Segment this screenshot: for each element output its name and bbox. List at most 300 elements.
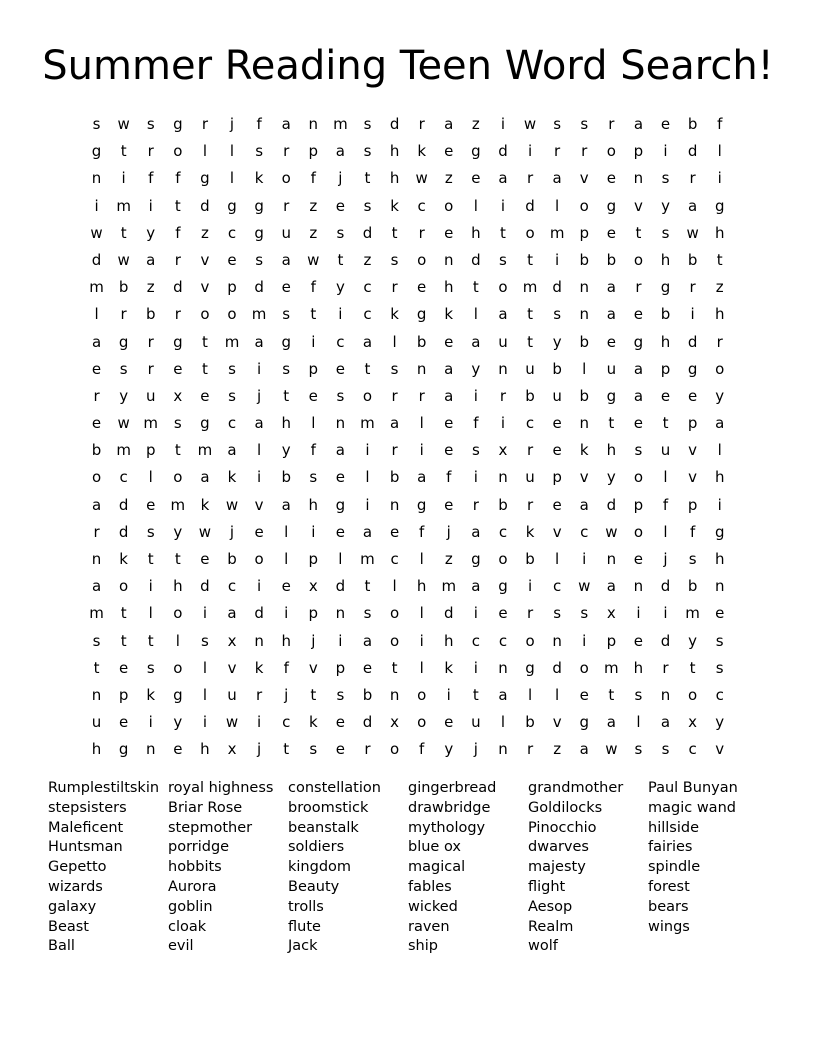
grid-letter: v xyxy=(308,658,318,677)
grid-letter: e xyxy=(335,713,345,732)
grid-letter: e xyxy=(335,468,345,487)
word-list-item: Goldilocks xyxy=(528,799,603,816)
grid-letter: o xyxy=(498,278,508,297)
grid-letter: b xyxy=(579,332,589,351)
grid-letter: r xyxy=(526,740,534,759)
grid-letter: p xyxy=(118,685,129,704)
grid-letter: h xyxy=(714,223,725,242)
grid-letter: e xyxy=(444,142,454,161)
grid-letter: y xyxy=(715,713,725,732)
grid-letter: s xyxy=(363,142,372,161)
grid-letter: c xyxy=(498,631,508,650)
grid-letter: j xyxy=(446,522,451,541)
grid-letter: g xyxy=(200,169,210,188)
word-list-item: porridge xyxy=(168,839,230,856)
grid-letter: k xyxy=(444,305,454,324)
grid-letter: o xyxy=(91,468,102,487)
grid-row xyxy=(83,519,733,546)
grid-letter: z xyxy=(363,250,372,269)
word-list-item: Rumplestiltskin xyxy=(48,780,160,796)
grid-letter: s xyxy=(255,250,264,269)
grid-letter: n xyxy=(498,658,508,677)
grid-letter: i xyxy=(419,441,424,460)
grid-letter: d xyxy=(173,278,183,297)
word-list-item: blue ox xyxy=(408,839,461,856)
grid-letter: c xyxy=(580,522,589,541)
grid-letter: b xyxy=(118,278,129,297)
word-list-item: Beauty xyxy=(288,878,340,895)
grid-letter: s xyxy=(201,631,209,650)
grid-row xyxy=(83,111,733,138)
grid-letter: s xyxy=(146,115,155,133)
grid-letter: l xyxy=(202,685,207,704)
grid-letter: w xyxy=(415,169,428,188)
word-list-item: raven xyxy=(408,918,450,935)
grid-letter: m xyxy=(89,604,104,623)
grid-letter: d xyxy=(389,115,400,133)
grid-letter: d xyxy=(362,713,373,732)
grid-letter: l xyxy=(636,713,641,732)
grid-letter: v xyxy=(254,495,264,514)
grid-letter: h xyxy=(281,414,291,433)
word-list-item: Maleficent xyxy=(48,819,124,836)
grid-letter: a xyxy=(579,495,589,514)
grid-letter: g xyxy=(416,305,427,324)
grid-letter: w xyxy=(605,522,618,541)
grid-letter: b xyxy=(687,115,698,133)
grid-letter: r xyxy=(499,386,507,405)
grid-letter: r xyxy=(689,169,696,188)
grid-row xyxy=(83,220,733,247)
grid-letter: a xyxy=(91,577,102,596)
grid-letter: w xyxy=(605,740,618,759)
grid-letter: s xyxy=(661,740,670,759)
grid-letter: n xyxy=(335,604,346,623)
grid-letter: r xyxy=(174,250,181,269)
grid-letter: r xyxy=(147,332,154,351)
grid-letter: a xyxy=(335,441,345,460)
grid-letter: k xyxy=(146,685,156,704)
grid-letter: e xyxy=(335,522,345,541)
grid-letter: d xyxy=(118,522,129,541)
grid-letter: l xyxy=(365,468,370,487)
grid-letter: r xyxy=(93,522,100,541)
grid-letter: o xyxy=(633,250,644,269)
grid-letter: s xyxy=(390,359,399,378)
grid-letter: e xyxy=(173,359,183,378)
grid-row xyxy=(83,464,733,491)
grid-letter: r xyxy=(201,115,208,133)
grid-letter: r xyxy=(554,142,561,161)
grid-letter: b xyxy=(579,250,589,269)
grid-letter: w xyxy=(90,223,103,242)
grid-letter: i xyxy=(500,196,506,215)
grid-letter: o xyxy=(579,196,589,215)
grid-letter: m xyxy=(333,115,348,133)
grid-letter: c xyxy=(227,223,237,242)
grid-letter: k xyxy=(444,658,454,677)
grid-letter: s xyxy=(634,441,643,460)
grid-letter: e xyxy=(498,604,508,623)
grid-letter: y xyxy=(552,332,562,351)
grid-letter: l xyxy=(202,142,207,161)
grid-letter: o xyxy=(417,250,427,269)
grid-letter: p xyxy=(660,359,671,378)
grid-letter: j xyxy=(257,386,262,405)
grid-letter: l xyxy=(94,305,99,324)
grid-letter: y xyxy=(173,522,183,541)
word-list-item: bears xyxy=(648,898,689,915)
grid-letter: c xyxy=(227,414,237,433)
grid-letter: k xyxy=(579,441,589,460)
grid-letter: s xyxy=(661,223,670,242)
grid-letter: m xyxy=(360,414,375,433)
word-list-column xyxy=(48,779,168,957)
grid-letter: h xyxy=(660,332,671,351)
grid-letter: c xyxy=(525,414,535,433)
grid-letter: r xyxy=(391,441,398,460)
grid-letter: k xyxy=(390,305,399,324)
grid-letter: r xyxy=(391,386,398,405)
word-list-item: majesty xyxy=(528,859,586,876)
grid-letter: a xyxy=(715,414,725,433)
grid-letter: i xyxy=(663,142,668,161)
grid-letter: m xyxy=(116,441,131,460)
word-list-item: stepsisters xyxy=(48,799,127,816)
grid-letter: t xyxy=(201,359,208,378)
grid-letter: n xyxy=(714,577,725,596)
grid-letter: e xyxy=(687,386,698,405)
grid-letter: e xyxy=(471,169,481,188)
grid-letter: v xyxy=(552,713,562,732)
grid-letter: i xyxy=(636,604,641,623)
grid-letter: r xyxy=(472,495,479,514)
grid-letter: i xyxy=(121,169,126,188)
grid-letter: z xyxy=(146,278,155,297)
grid-letter: l xyxy=(284,522,289,541)
grid-letter: i xyxy=(527,577,533,596)
grid-letter: e xyxy=(552,495,562,514)
grid-letter: c xyxy=(390,550,399,568)
grid-row xyxy=(83,600,733,627)
grid-letter: g xyxy=(525,658,535,677)
grid-letter: g xyxy=(200,414,210,433)
grid-letter: a xyxy=(498,305,508,324)
word-list-item: magical xyxy=(408,859,466,876)
word-list-item: forest xyxy=(648,878,690,895)
word-list-item: Ball xyxy=(48,938,75,955)
grid-letter: k xyxy=(254,169,264,188)
grid-letter: r xyxy=(716,332,723,351)
grid-letter: t xyxy=(391,223,398,242)
grid-letter: t xyxy=(608,414,615,433)
grid-letter: s xyxy=(92,631,101,650)
grid-letter: t xyxy=(472,685,479,704)
grid-letter: w xyxy=(117,115,130,133)
grid-letter: y xyxy=(119,386,129,405)
grid-letter: n xyxy=(606,550,617,568)
grid-letter: n xyxy=(389,685,400,704)
grid-letter: r xyxy=(526,169,534,188)
grid-letter: l xyxy=(473,305,478,324)
grid-letter: o xyxy=(715,359,725,378)
grid-letter: a xyxy=(633,359,644,378)
grid-letter: t xyxy=(120,142,127,161)
grid-letter: s xyxy=(553,604,562,623)
grid-letter: p xyxy=(145,441,156,460)
grid-letter: u xyxy=(471,713,481,732)
grid-letter: d xyxy=(91,250,102,269)
grid-letter: b xyxy=(227,550,237,568)
grid-letter: l xyxy=(717,441,722,460)
grid-letter: m xyxy=(89,278,104,297)
grid-letter: l xyxy=(175,631,180,650)
grid-letter: e xyxy=(254,522,264,541)
grid-letter: a xyxy=(281,250,291,269)
grid-letter: r xyxy=(662,658,669,677)
grid-letter: e xyxy=(335,359,345,378)
grid-row xyxy=(83,247,733,274)
grid-letter: j xyxy=(284,685,289,704)
grid-letter: r xyxy=(526,495,534,514)
grid-letter: s xyxy=(580,604,589,623)
grid-letter: b xyxy=(579,386,589,405)
grid-letter: d xyxy=(471,250,481,269)
grid-letter: e xyxy=(444,332,454,351)
grid-letter: a xyxy=(498,685,508,704)
grid-letter: o xyxy=(525,223,535,242)
grid-letter: s xyxy=(634,685,643,704)
grid-letter: m xyxy=(170,495,186,514)
word-list-column xyxy=(288,779,408,957)
grid-letter: u xyxy=(498,332,508,351)
grid-letter: e xyxy=(91,359,102,378)
grid-letter: h xyxy=(389,142,400,161)
grid-letter: e xyxy=(362,658,373,677)
grid-letter: o xyxy=(579,658,589,677)
grid-letter: z xyxy=(444,169,453,188)
grid-letter: o xyxy=(606,142,616,161)
grid-letter: g xyxy=(118,332,129,351)
grid-letter: m xyxy=(604,658,619,677)
grid-letter: x xyxy=(390,713,400,732)
grid-letter: x xyxy=(606,604,616,623)
word-list-item: Paul Bunyan xyxy=(648,780,738,796)
grid-letter: i xyxy=(365,441,370,460)
word-list-item: gingerbread xyxy=(408,780,497,796)
grid-letter: o xyxy=(173,604,183,623)
grid-letter: y xyxy=(715,386,725,405)
grid-letter: x xyxy=(227,740,237,759)
word-list-item: flute xyxy=(288,918,321,935)
grid-letter: e xyxy=(715,604,725,623)
grid-letter: e xyxy=(606,332,616,351)
grid-row xyxy=(83,628,733,655)
grid-letter: l xyxy=(473,196,478,215)
grid-letter: i xyxy=(284,604,289,623)
grid-letter: l xyxy=(555,196,560,215)
grid-letter: n xyxy=(254,631,264,650)
grid-letter: b xyxy=(91,441,102,460)
grid-letter: a xyxy=(362,332,373,351)
grid-letter: j xyxy=(257,740,262,759)
grid-letter: o xyxy=(633,468,644,487)
grid-letter: n xyxy=(633,169,644,188)
grid-letter: g xyxy=(579,713,589,732)
grid-letter: s xyxy=(309,740,318,759)
grid-letter: f xyxy=(662,495,669,514)
grid-letter: i xyxy=(257,577,262,596)
grid-row xyxy=(83,709,733,736)
grid-letter: g xyxy=(660,278,671,297)
grid-letter: w xyxy=(686,223,699,242)
word-list-item: Jack xyxy=(288,938,318,955)
grid-letter: h xyxy=(281,631,291,650)
grid-letter: t xyxy=(527,305,533,324)
grid-letter: r xyxy=(418,115,425,133)
word-list-item: grandmother xyxy=(528,780,624,796)
grid-letter: l xyxy=(338,550,343,568)
grid-letter: c xyxy=(363,305,372,324)
grid-letter: f xyxy=(175,169,181,188)
word-list-item: wicked xyxy=(408,898,458,915)
grid-letter: g xyxy=(714,196,725,215)
grid-letter: o xyxy=(362,386,373,405)
grid-letter: g xyxy=(173,115,183,133)
grid-letter: v xyxy=(579,169,589,188)
grid-letter: n xyxy=(444,250,454,269)
grid-letter: w xyxy=(578,577,591,596)
grid-letter: j xyxy=(473,740,478,759)
grid-letter: z xyxy=(553,740,562,759)
grid-letter: p xyxy=(335,658,346,677)
grid-letter: e xyxy=(335,196,345,215)
grid-letter: u xyxy=(145,386,156,405)
grid-letter: e xyxy=(633,550,644,568)
grid-row xyxy=(83,165,733,192)
grid-letter: i xyxy=(338,631,343,650)
grid-letter: s xyxy=(715,658,724,677)
grid-letter: d xyxy=(525,196,535,215)
grid-letter: o xyxy=(119,577,129,596)
grid-letter: i xyxy=(473,468,478,487)
grid-letter: n xyxy=(335,414,346,433)
grid-letter: t xyxy=(662,414,669,433)
grid-letter: r xyxy=(608,115,615,133)
grid-letter: p xyxy=(633,142,644,161)
grid-letter: t xyxy=(527,250,533,269)
grid-letter: g xyxy=(335,495,346,514)
grid-letter: g xyxy=(416,495,427,514)
grid-letter: a xyxy=(389,414,400,433)
grid-row xyxy=(83,301,733,328)
word-list-item: wizards xyxy=(48,878,103,895)
grid-letter: a xyxy=(688,196,698,215)
grid-letter: e xyxy=(200,386,210,405)
grid-letter: p xyxy=(552,468,562,487)
grid-letter: f xyxy=(446,468,452,487)
grid-letter: p xyxy=(579,223,589,242)
grid-row xyxy=(83,437,733,464)
grid-letter: c xyxy=(498,522,508,541)
grid-letter: b xyxy=(145,305,156,324)
grid-letter: i xyxy=(257,713,262,732)
grid-letter: i xyxy=(148,577,153,596)
word-list-item: Aurora xyxy=(168,878,217,895)
grid-letter: t xyxy=(283,740,290,759)
grid-letter: g xyxy=(254,223,264,242)
grid-letter: e xyxy=(146,495,156,514)
grid-letter: e xyxy=(200,550,210,568)
grid-letter: l xyxy=(284,550,289,568)
grid-letter: d xyxy=(660,577,671,596)
grid-letter: e xyxy=(119,658,129,677)
grid-row xyxy=(83,655,733,682)
grid-letter: w xyxy=(198,522,212,541)
grid-letter: t xyxy=(201,332,208,351)
grid-letter: r xyxy=(256,685,263,704)
grid-letter: g xyxy=(227,196,237,215)
grid-letter: i xyxy=(582,550,587,568)
word-list-column xyxy=(648,779,768,957)
grid-letter: a xyxy=(91,332,102,351)
grid-row xyxy=(83,736,733,763)
grid-letter: c xyxy=(227,577,237,596)
grid-letter: a xyxy=(633,386,644,405)
grid-letter: a xyxy=(91,495,102,514)
grid-letter: t xyxy=(174,196,181,215)
grid-letter: t xyxy=(283,386,290,405)
grid-letter: s xyxy=(173,414,182,433)
grid-letter: g xyxy=(633,332,644,351)
grid-letter: s xyxy=(282,305,291,324)
grid-letter: a xyxy=(335,142,345,161)
grid-letter: m xyxy=(197,441,213,460)
grid-letter: g xyxy=(254,196,264,215)
grid-letter: d xyxy=(118,495,129,514)
grid-letter: b xyxy=(552,359,562,378)
grid-letter: d xyxy=(200,196,210,215)
grid-letter: d xyxy=(362,223,373,242)
grid-letter: n xyxy=(498,740,508,759)
grid-letter: r xyxy=(283,142,290,161)
grid-letter: y xyxy=(471,359,481,378)
grid-letter: w xyxy=(117,414,130,433)
grid-letter: b xyxy=(687,577,698,596)
grid-letter: b xyxy=(498,495,508,514)
grid-letter: d xyxy=(606,495,617,514)
grid-letter: t xyxy=(635,223,642,242)
grid-letter: e xyxy=(444,713,454,732)
grid-letter: g xyxy=(714,522,725,541)
grid-letter: a xyxy=(633,115,644,133)
grid-letter: f xyxy=(419,522,425,541)
word-list-item: wolf xyxy=(528,938,558,955)
grid-letter: h xyxy=(173,577,183,596)
grid-letter: e xyxy=(633,305,644,324)
grid-letter: o xyxy=(173,142,183,161)
grid-letter: l xyxy=(500,713,506,732)
grid-letter: m xyxy=(522,278,538,297)
grid-letter: h xyxy=(471,223,481,242)
grid-letter: i xyxy=(148,713,153,732)
grid-letter: j xyxy=(338,169,343,188)
grid-letter: s xyxy=(363,604,372,623)
grid-letter: c xyxy=(471,631,480,650)
grid-letter: a xyxy=(660,713,671,732)
word-list-item: ship xyxy=(408,938,438,955)
grid-letter: i xyxy=(582,631,587,650)
